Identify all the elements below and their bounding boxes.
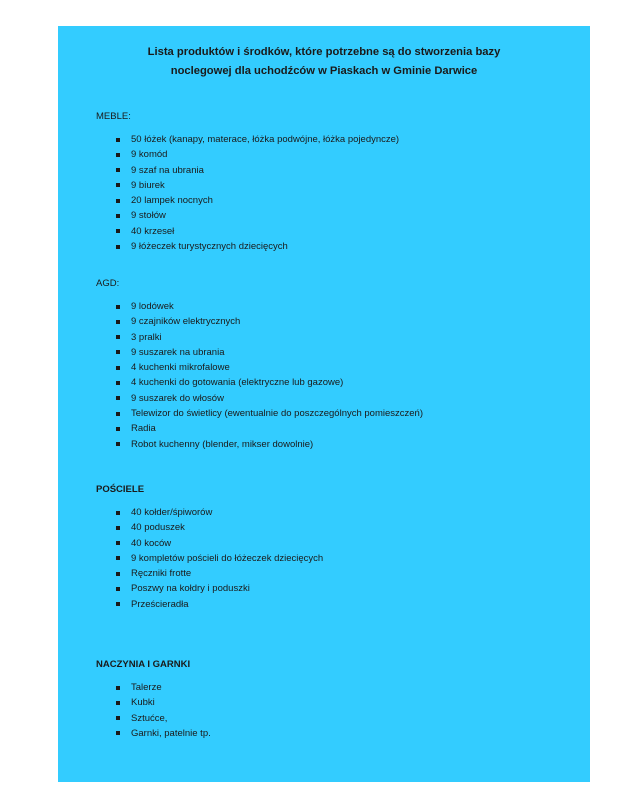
list-item: 4 kuchenki mikrofalowe [96,360,566,375]
list-item: 9 stołów [96,208,566,223]
section-heading: POŚCIELE [96,484,145,495]
list-item: 40 kołder/śpiworów [96,505,566,520]
list-item: 40 krzeseł [96,224,566,239]
document-page [58,26,590,782]
list-item: 9 biurek [96,178,566,193]
list-item: 9 lodówek [96,299,566,314]
section-dishes [96,658,566,741]
list-item: Kubki [96,695,566,710]
list-item: 9 łóżeczek turystycznych dziecięcych [96,239,566,254]
list-item: Robot kuchenny (blender, mikser dowolnie) [96,437,566,452]
list-item: 3 pralki [96,330,566,345]
list-item: 40 koców [96,536,566,551]
list-item: Ręczniki frotte [96,566,566,581]
section-furniture [96,110,566,254]
list-item: 9 szaf na ubrania [96,163,566,178]
item-list [96,505,566,612]
list-item: 9 czajników elektrycznych [96,314,566,329]
list-item: Prześcieradła [96,597,566,612]
section-heading: MEBLE: [96,111,131,122]
section-heading: AGD: [96,278,120,289]
list-item: 9 komód [96,147,566,162]
list-item: Poszwy na kołdry i poduszki [96,581,566,596]
list-item: 50 łóżek (kanapy, materace, łóżka podwójne, łóżka pojedyncze) [96,132,566,147]
list-item: 4 kuchenki do gotowania (elektryczne lub gazowe) [96,375,566,390]
title-line-1: Lista produktów i środków, które potrzebne są do stworzenia bazy [147,46,501,58]
list-item: Radia [96,421,566,436]
item-list [96,680,566,741]
section-heading: NACZYNIA I GARNKI [96,659,191,670]
list-item: Talerze [96,680,566,695]
document-title [58,43,590,81]
list-item: 9 kompletów pościeli do łóżeczek dziecięcych [96,551,566,566]
list-item: 20 lampek nocnych [96,193,566,208]
item-list [96,132,566,254]
list-item: Garnki, patelnie tp. [96,726,566,741]
list-item: Sztućce, [96,711,566,726]
item-list [96,299,566,452]
list-item: 40 poduszek [96,520,566,535]
list-item: 9 suszarek do włosów [96,391,566,406]
section-bedding [96,483,566,612]
title-line-2: noclegowej dla uchodźców w Piaskach w Gminie Darwice [170,65,478,77]
list-item: Telewizor do świetlicy (ewentualnie do poszczególnych pomieszczeń) [96,406,566,421]
section-appliances [96,277,566,452]
list-item: 9 suszarek na ubrania [96,345,566,360]
